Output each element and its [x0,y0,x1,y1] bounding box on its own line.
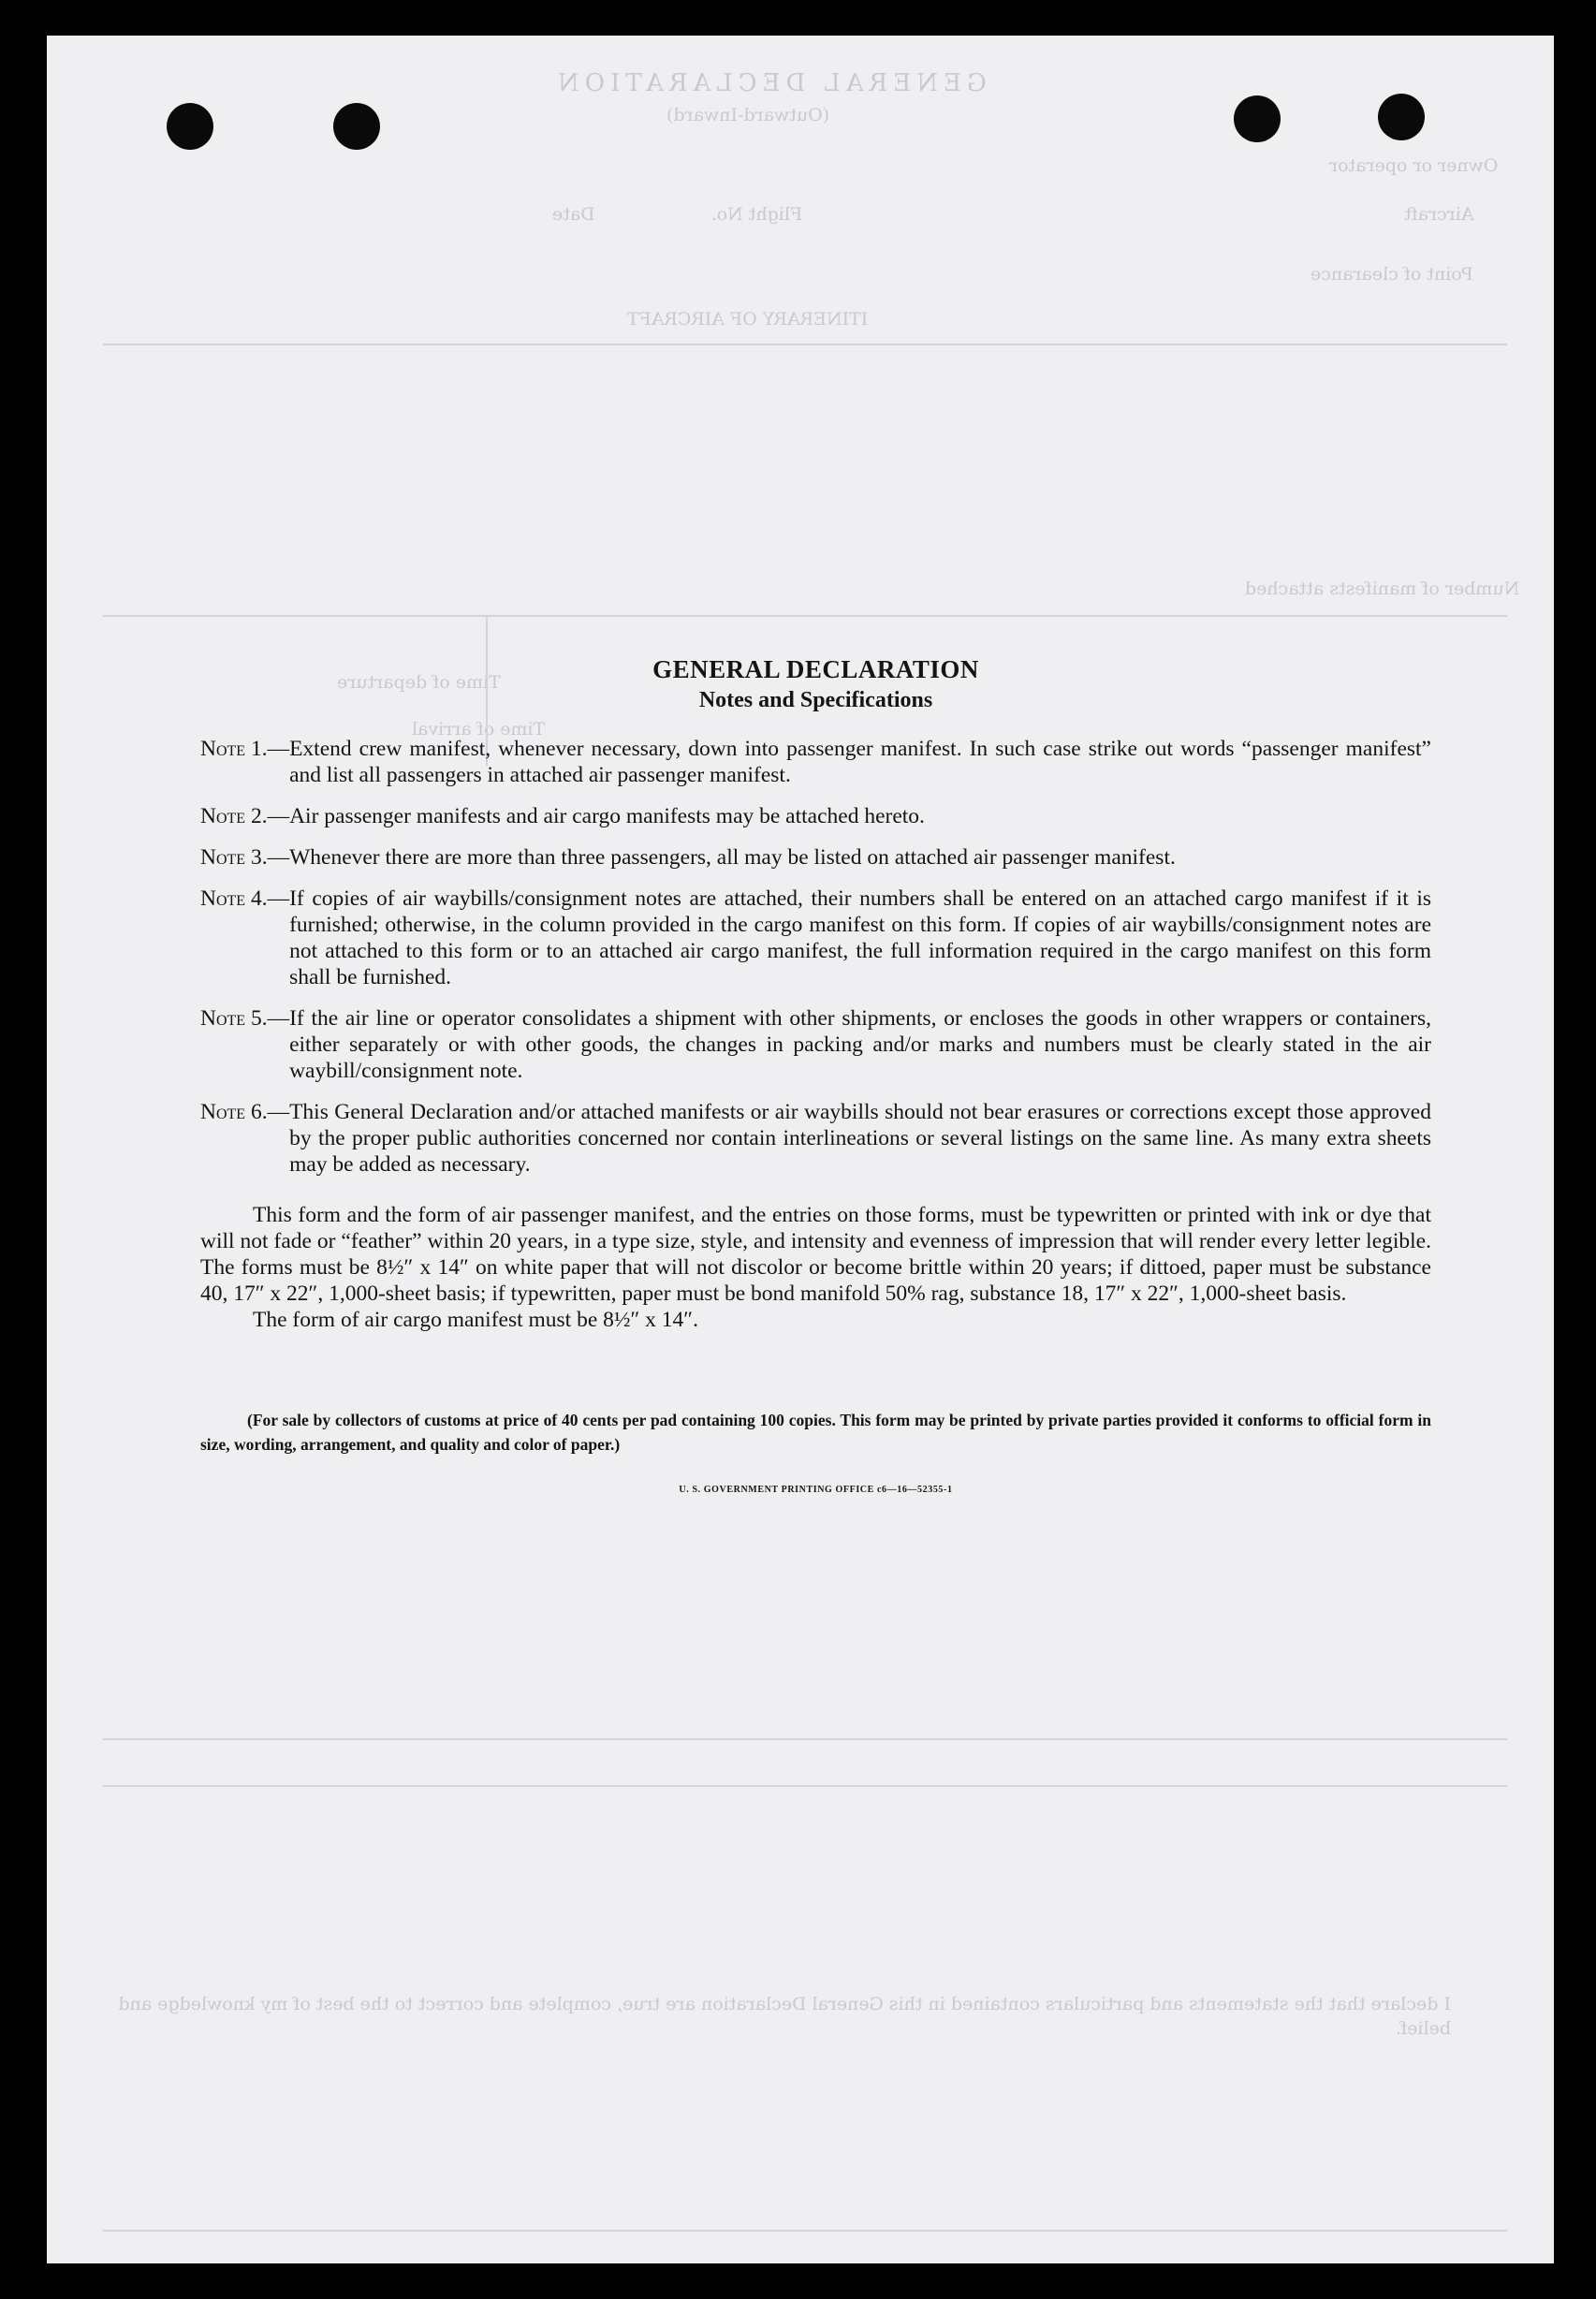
note-1 [200,736,1431,788]
show-through-departure: Time of departure [337,672,501,693]
form-requirements-paragraph: This form and the form of air passenger manifest, and the entries on those forms, must be typewritten or printed with ink or dye that will not fade or “feather” within 20 years, in a type size, style, and intensity and evenness of impression that will render every letter legible. The forms must be 8½″ x 14″ on white paper that will not discolor or become brittle within 20 years; if dittoed, paper must be substance 40, 17″ x 22″, 1,000-sheet basis; if typewritten, paper must be bond manifold 50% rag, substance 18, 17″ x 22″, 1,000-sheet basis. [200,1203,1431,1306]
note-text: If copies of air waybills/consignment notes are attached, their numbers shall be entered on an attached cargo manifest if it is furnished; otherwise, in the column provided in the cargo manifest on this form. If copies of air waybills/consignment notes are not attached to this form or to an attached air cargo manifest, the full information required in the cargo manifest on this form shall be furnished. [289,886,1431,989]
note-5 [200,1005,1431,1084]
note-label: Note 4.— [200,886,290,911]
note-label: Note 5.— [200,1006,290,1031]
show-through-arrival: Time of arrival [412,719,546,739]
note-label: Note 1.— [200,737,290,761]
note-4 [200,886,1431,990]
sale-note: (For sale by collectors of customs at price of 40 cents per pad containing 100 copies. This form may be printed by private parties provided it conforms to official form in size, wording, arrangement, and quality and color of paper.) [200,1411,1431,1454]
printer-imprint: U. S. GOVERNMENT PRINTING OFFICE c6—16—52355-1 [679,1485,953,1495]
note-label: Note 6.— [200,1100,290,1124]
show-through-clearance: Point of clearance [1310,264,1473,285]
note-text: If the air line or operator consolidates a shipment with other shipments, or encloses the goods in other wrappers or containers, either separately or with other goods, the changes in packing and/or marks and numbers must be clearly stated in the air waybill/consignment note. [289,1006,1431,1083]
show-through-title: GENERAL DECLARATION [552,69,987,97]
note-text: Air passenger manifests and air cargo manifests may be attached hereto. [289,804,925,828]
note-label: Note 2.— [200,804,290,828]
show-through-owner: Owner or operator [1329,155,1499,176]
show-through-flight: Flight No. [711,204,803,225]
note-text: Whenever there are more than three passengers, all may be listed on attached air passenger manifest. [289,845,1176,870]
show-through-aircraft: Aircraft [1404,204,1474,225]
document-page [47,36,1554,2263]
show-through-itinerary: ITINERARY OF AIRCRAFT [627,309,869,329]
note-text: This General Declaration and/or attached manifests or air waybills should not bear erasures or corrections except those approved by the proper public authorities concerned nor contain interlineations or several listings on the same line. As many extra sheets may be added as necessary. [289,1100,1431,1177]
document-title: GENERAL DECLARATION [652,655,979,683]
note-text: Extend crew manifest, whenever necessary, down into passenger manifest. In such case strike out words “passenger manifest” and list all passengers in attached air passenger manifest. [289,737,1431,787]
show-through-manifests: Number of manifests attached [1245,578,1520,599]
note-2 [200,803,1431,829]
document-subtitle: Notes and Specifications [698,688,933,712]
show-through-date: Date [552,204,595,225]
notes-specifications-section [200,655,1431,1495]
cargo-form-size-line: The form of air cargo manifest must be 8½″ x 14″. [253,1308,698,1332]
show-through-subtitle: (Outward-Inward) [666,105,830,125]
note-3 [200,844,1431,871]
note-6 [200,1099,1431,1178]
show-through-declaration: I declare that the statements and particulars contained in this General Declaration are true, complete and correct to the best of my knowledge and belief. [118,1994,1451,2039]
note-label: Note 3.— [200,845,290,870]
